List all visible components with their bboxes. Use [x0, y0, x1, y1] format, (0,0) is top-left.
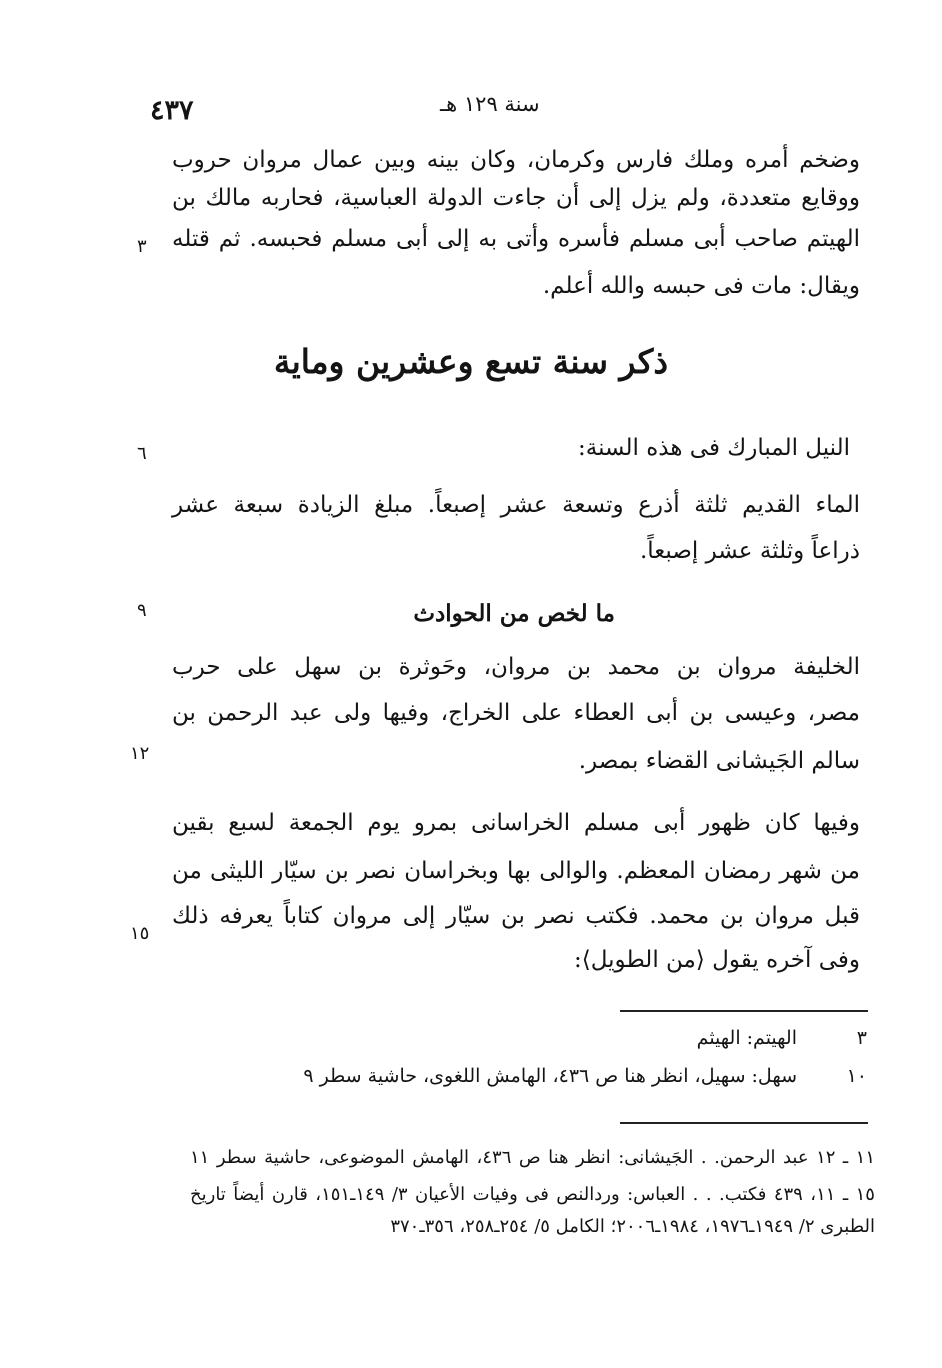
footnote-number: ٣ — [856, 1027, 867, 1049]
running-head: سنة ١٢٩ هـ — [440, 92, 540, 116]
line-number: ٣ — [137, 236, 147, 257]
text-line: مصر، وعيسى بن أبى العطاء على الخراج، وفيها ولى عبد الرحمن بن — [172, 700, 860, 726]
section-title: ذكر سنة تسع وعشرين وماية — [273, 342, 669, 381]
nile-heading: النيل المبارك فى هذه السنة: — [577, 435, 850, 461]
page-number: ٤٣٧ — [150, 95, 194, 126]
source-footnote-line: ١١ ـ ١٢ عبد الرحمن. . الجَيشانى: انظر هنا ص ٤٣٦، الهامش الموضوعى، حاشية سطر ١١ — [190, 1147, 876, 1168]
line-number: ١٥ — [130, 923, 150, 944]
text-line: من شهر رمضان المعظم. والوالى بها وبخراسان نصر بن سيّار الليثى من — [172, 858, 860, 884]
text-line: الماء القديم ثلثة أذرع وتسعة عشر إصبعاً. مبلغ الزيادة سبعة عشر — [172, 492, 860, 518]
text-line: ووقايع متعددة، ولم يزل إلى أن جاءت الدولة العباسية، فحاربه مالك بن — [172, 185, 860, 211]
source-footnote-line: ١٥ ـ ١١، ٤٣٩ فكتب. . . العباس: وردالنص فى وفيات الأعيان ٣/ ١٤٩ـ١٥١، قارن أيضاً تاريخ — [190, 1184, 875, 1205]
text-line: الخليفة مروان بن محمد بن مروان، وحَوثرة بن سهل على حرب — [172, 654, 860, 680]
text-line: وضخم أمره وملك فارس وكرمان، وكان بينه وبين عمال مروان حروب — [172, 147, 860, 173]
footnote-text: سهل: سهيل، انظر هنا ص ٤٣٦، الهامش اللغوى، حاشية سطر ٩ — [303, 1065, 797, 1087]
text-line: وفيها كان ظهور أبى مسلم الخراسانى بمرو يوم الجمعة لسبع بقين — [172, 810, 860, 836]
text-line: ذراعاً وثلثة عشر إصبعاً. — [639, 538, 860, 564]
footnote-rule — [620, 1122, 868, 1124]
line-number: ١٢ — [130, 743, 150, 764]
text-line: الهيتم صاحب أبى مسلم فأسره وأتى به إلى أبى مسلم فحبسه. ثم قتله — [172, 226, 860, 252]
text-line: قبل مروان بن محمد. فكتب نصر بن سيّار إلى مروان كتاباً يعرفه ذلك — [172, 903, 860, 929]
text-line: سالم الجَيشانى القضاء بمصر. — [578, 748, 860, 774]
footnote-text: الهيتم: الهيثم — [696, 1027, 797, 1049]
source-footnote-line: الطبرى ٢/ ١٩٤٩ـ١٩٧٦، ١٩٨٤ـ٢٠٠٦؛ الكامل ٥/ ٢٥٤ـ٢٥٨، ٣٥٦ـ٣٧٠ — [390, 1216, 875, 1237]
footnote-rule — [620, 1010, 868, 1012]
line-number: ٦ — [137, 443, 147, 464]
events-heading: ما لخص من الحوادث — [413, 600, 615, 627]
text-line: وفى آخره يقول ⟨من الطويل⟩: — [574, 947, 860, 973]
line-number: ٩ — [137, 600, 147, 621]
footnote-number: ١٠ — [846, 1065, 867, 1087]
text-line: ويقال: مات فى حبسه والله أعلم. — [542, 273, 860, 299]
